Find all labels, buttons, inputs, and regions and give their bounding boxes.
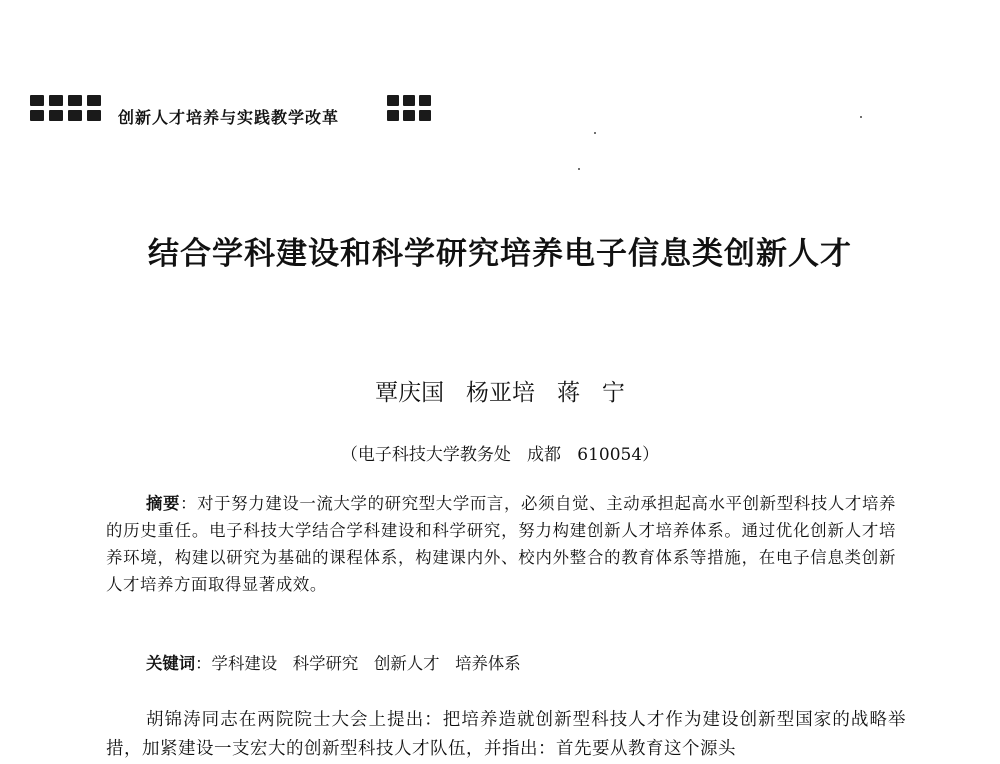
- header-ornament-right: [387, 95, 431, 121]
- keywords-text: ：学科建设 科学研究 创新人才 培养体系: [195, 654, 521, 673]
- scan-speck: [860, 116, 862, 118]
- article-authors: 覃庆国 杨亚培 蒋 宁: [375, 380, 625, 406]
- keywords: [146, 650, 521, 674]
- header-ornament-left: [30, 95, 101, 121]
- body-paragraph: 胡锦涛同志在两院院士大会上提出：把培养造就创新型科技人才作为建设创新型国家的战略举措，加紧建设一支宏大的创新型科技人才队伍，并指出：首先要从教育这个源头: [106, 710, 906, 759]
- section-tag: 创新人才培养与实践教学改革: [118, 108, 340, 127]
- abstract-text: ：对于努力建设一流大学的研究型大学而言，必须自觉、主动承担起高水平创新型科技人才培养的历史重任。电子科技大学结合学科建设和科学研究，努力构建创新人才培养体系。通过优化创新人才培养环境，构建以研究为基础的课程体系，构建课内外、校内外整合的教育体系等措施，在电子信息类创新人才培养方面取得显著成效。: [106, 494, 896, 594]
- scan-speck: [594, 132, 596, 134]
- abstract-label: 摘要: [146, 494, 181, 513]
- running-header: [30, 95, 450, 135]
- article-affiliation: （电子科技大学教务处 成都 610054）: [340, 445, 660, 465]
- scan-speck: [578, 168, 580, 170]
- keywords-label: 关键词: [146, 654, 196, 673]
- article-title: 结合学科建设和科学研究培养电子信息类创新人才: [148, 236, 852, 272]
- abstract: [106, 490, 896, 598]
